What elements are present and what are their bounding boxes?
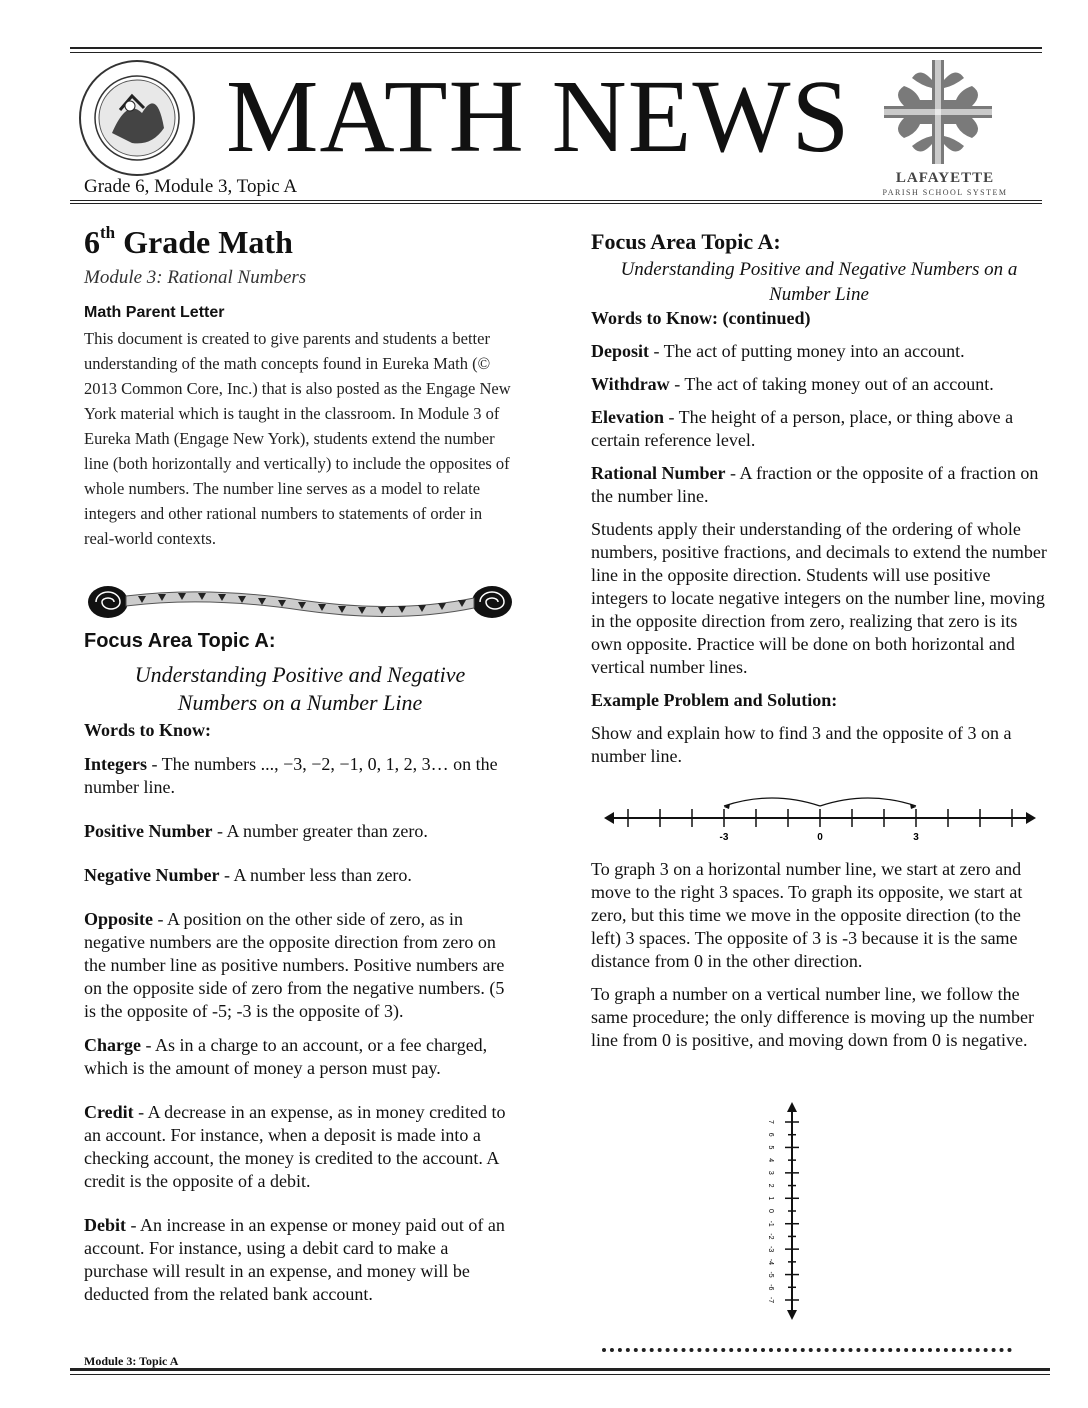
top-arrowhead <box>787 1102 797 1112</box>
ordering-paragraph: Students apply their understanding of the ordering of whole numbers, positive fractions, and decimals to extend the number line in the opposite direction. Students will use positive integers to locate negative integers on the number line, moving in the opposite direction from zero, realizing that zero is its own opposite. Practice will be done on both horizontal and vertical number lines. <box>591 519 1047 677</box>
example-heading: Example Problem and Solution: <box>591 690 838 710</box>
vertical-graph-paragraph: To graph a number on a vertical number line, we follow the same procedure; the only difference is moving up the number line from 0 is positive, and moving down from 0 is negative. <box>591 984 1035 1050</box>
term-negative-number: Negative Number - A number less than zero. <box>84 865 412 885</box>
bottom-rule-thin <box>70 1374 1050 1375</box>
v-tick-label: 1 <box>767 1196 774 1201</box>
term-rational-number: Rational Number - A fraction or the opposite of a fraction on the number line. <box>591 463 1039 506</box>
v-tick-label: -6 <box>767 1284 774 1291</box>
example-prompt: Show and explain how to find 3 and the opposite of 3 on a number line. <box>591 723 1012 766</box>
subtitle-rule <box>70 200 1042 201</box>
right-arrowhead <box>1026 812 1036 824</box>
bottom-arrowhead <box>787 1310 797 1320</box>
footer-label: Module 3: Topic A <box>84 1354 179 1368</box>
intro-paragraph: This document is created to give parents and students a better understanding of the math concepts found in Eureka Math (© 2013 Common Core, Inc.) that is also posted as the Engage New York material which is taught in the classroom. In Module 3 of Eureka Math (Engage New York), students extend the number line (both horizontally and vertically) to include the opposites of whole numbers. The number line serves as a model to relate integers and other rational numbers to statements of order in real-world contexts. <box>84 329 511 548</box>
term-charge: Charge - As in a charge to an account, or a fee charged, which is the amount of money a person must pay. <box>84 1035 488 1078</box>
v-tick-label: 3 <box>767 1170 774 1175</box>
lafayette-logo-title: LAFAYETTE <box>895 170 995 186</box>
horizontal-graph-paragraph: To graph 3 on a horizontal number line, we start at zero and move to the right 3 spaces. To graph its opposite, we start at zero, but this time we move in the opposite direction (to the left) 3 spaces. The opposite of 3 is -3 because it is the same distance from 0 in the other direction. <box>591 859 1023 971</box>
left-focus-heading: Focus Area Topic A: <box>84 630 276 652</box>
right-column-lower <box>591 858 1047 1052</box>
v-tick-label: 2 <box>767 1183 774 1188</box>
grade-number: 6 <box>84 224 100 260</box>
masthead-title: MATH NEWS <box>226 59 851 174</box>
grade-rest: Grade Math <box>115 224 293 260</box>
left-arrowhead <box>604 812 614 824</box>
right-focus-subtitle: Understanding Positive and Negative Numbers on a Number Line <box>620 259 1018 305</box>
right-column <box>591 230 1047 768</box>
tick-label: -3 <box>719 832 729 843</box>
dashed-divider <box>602 1348 1012 1352</box>
term-integers: Integers - The numbers ..., −3, −2, −1, 0, 1, 2, 3… on the number line. <box>84 754 498 797</box>
v-tick-label: -2 <box>767 1233 774 1240</box>
lafayette-logo-caption: PARISH SCHOOL SYSTEM <box>882 188 1008 197</box>
v-tick-label: 6 <box>767 1132 774 1137</box>
v-tick-label: -7 <box>767 1296 774 1304</box>
parent-letter-heading: Math Parent Letter <box>84 304 225 321</box>
v-tick-label: 4 <box>767 1158 774 1163</box>
lafayette-cross-logo <box>880 56 996 168</box>
jump-arc-positive <box>820 798 916 806</box>
jump-arc-negative <box>724 798 820 806</box>
v-tick-label: -1 <box>767 1220 774 1227</box>
v-tick-label: 7 <box>767 1120 774 1124</box>
module-subtitle: Module 3: Rational Numbers <box>84 267 307 288</box>
top-rule-thin <box>70 52 1042 53</box>
left-words-heading: Words to Know: <box>84 720 212 740</box>
horizontal-number-line <box>600 786 1040 846</box>
left-focus-subtitle: Understanding Positive and Negative Numbers on a Number Line <box>134 662 466 715</box>
v-tick-label: -5 <box>767 1271 774 1278</box>
term-positive-number: Positive Number - A number greater than zero. <box>84 821 428 841</box>
term-credit: Credit - A decrease in an expense, as in money credited to an account. For instance, when a deposit is made into a checking account, the money is credited to the account. A credit is the opposite of a debit. <box>84 1102 506 1191</box>
grade-suffix: th <box>100 223 116 242</box>
tick-label: 0 <box>817 832 823 843</box>
term-debit: Debit - An increase in an expense or money paid out of an account. For instance, using a debit card to make a purchase will result in an expense, and money will be deducted from the related bank account. <box>84 1215 505 1304</box>
term-deposit: Deposit - The act of putting money into an account. <box>591 341 965 361</box>
left-column <box>84 224 516 551</box>
v-tick-label: -3 <box>767 1246 774 1253</box>
vertical-number-line <box>756 1100 816 1322</box>
bottom-rule <box>70 1368 1050 1371</box>
masthead-subtitle: Grade 6, Module 3, Topic A <box>84 176 298 197</box>
grade-heading <box>84 224 516 260</box>
term-withdraw: Withdraw - The act of taking money out of an account. <box>591 374 994 394</box>
v-tick-label: 0 <box>767 1209 774 1213</box>
vermilion-seal-logo <box>72 58 202 178</box>
tick-label: 3 <box>913 832 919 843</box>
left-column-terms <box>84 630 516 1306</box>
subtitle-rule-2 <box>70 203 1042 204</box>
v-tick-label: 5 <box>767 1145 774 1150</box>
term-opposite: Opposite - A position on the other side of zero, as in negative numbers are the opposite direction from zero on the number line as positive numbers. Positive numbers are on the opposite side of zero from the negative numbers. (5 is the opposite of -5; -3 is the opposite of 3). <box>84 909 505 1021</box>
decorative-divider <box>86 584 514 624</box>
top-rule <box>70 47 1042 49</box>
term-elevation: Elevation - The height of a person, place, or thing above a certain reference level. <box>591 407 1014 450</box>
right-focus-heading: Focus Area Topic A: <box>591 229 781 254</box>
right-words-heading: Words to Know: (continued) <box>591 308 811 328</box>
v-tick-label: -4 <box>767 1258 774 1265</box>
